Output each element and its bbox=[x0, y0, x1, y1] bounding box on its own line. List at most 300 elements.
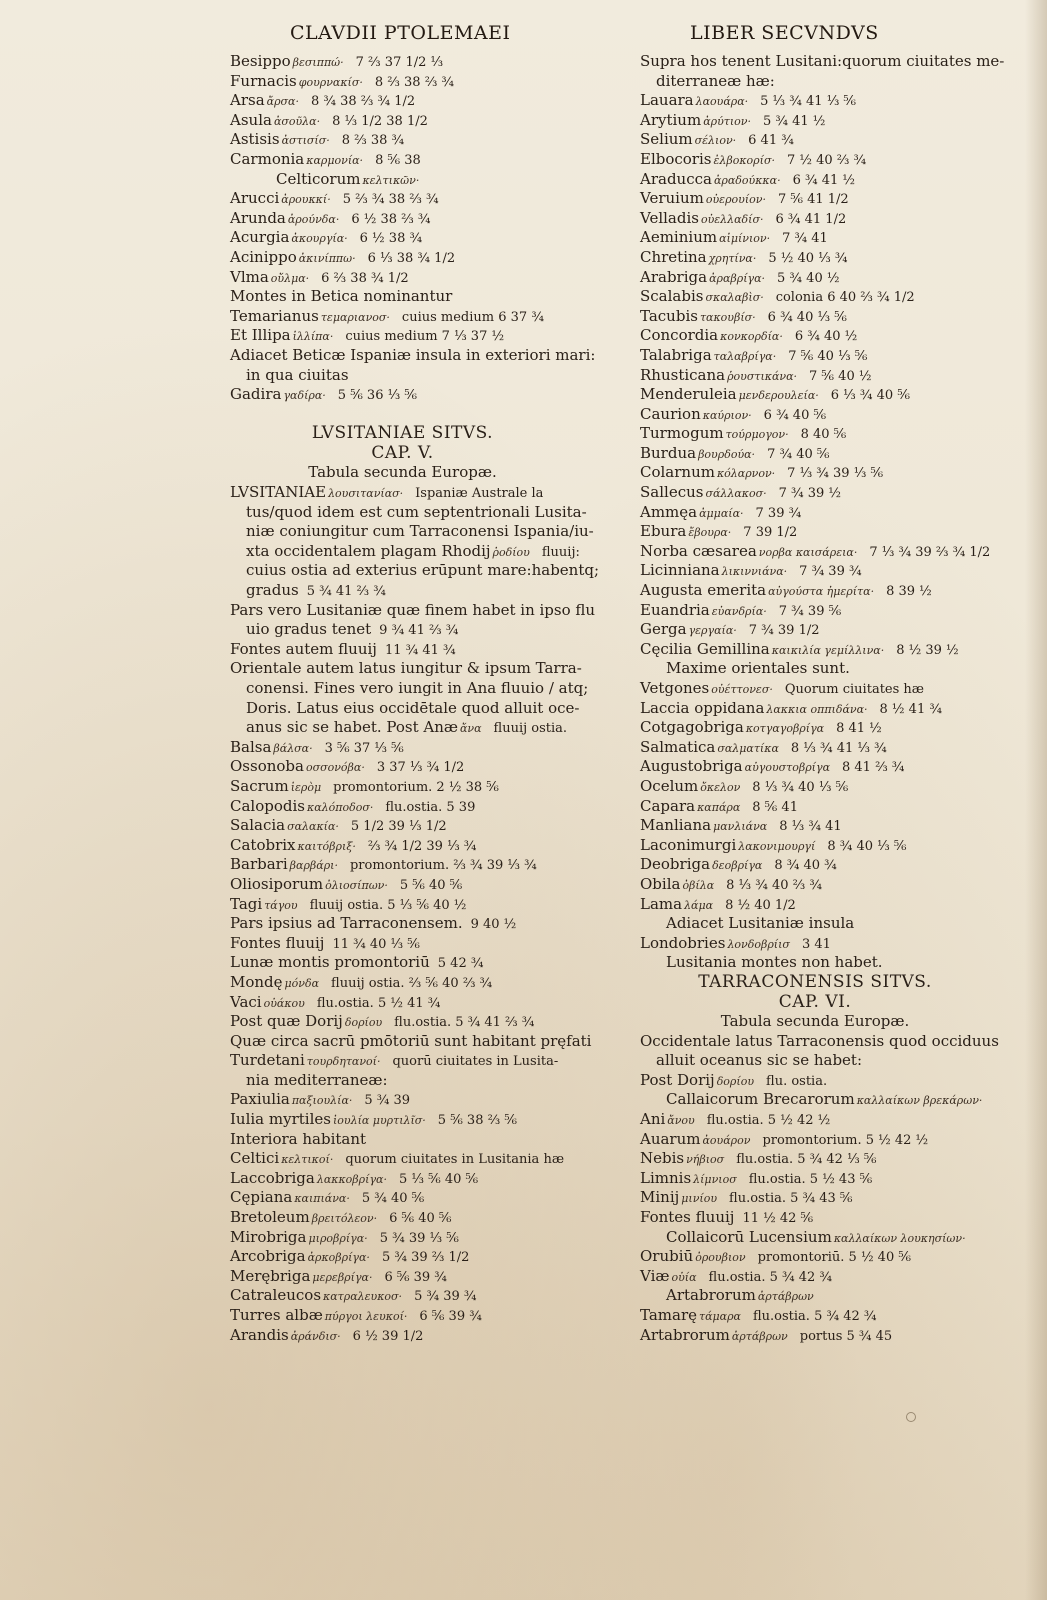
latin-text: Post quæ Dorij bbox=[230, 1012, 343, 1031]
latin-text: Laccobriga bbox=[230, 1168, 315, 1187]
text-line bbox=[640, 307, 990, 327]
text-line bbox=[640, 326, 990, 346]
latin-text: Besippo bbox=[230, 52, 291, 70]
latin-text: Vetgones bbox=[640, 679, 710, 697]
text-line bbox=[640, 463, 990, 483]
latin-text: CAP. V. bbox=[371, 442, 434, 463]
text-line bbox=[230, 91, 575, 111]
greek-text: βρειτόλεον· bbox=[311, 1212, 378, 1226]
text-line bbox=[230, 620, 575, 640]
text-line bbox=[640, 816, 990, 836]
text-line bbox=[230, 189, 575, 209]
text-line bbox=[640, 973, 990, 993]
latin-text: niæ coniungitur cum Tarraconensi Ispania/iu- bbox=[246, 522, 594, 541]
latin-text: Menderuleia bbox=[640, 385, 737, 404]
latin-text: Augusta emerita bbox=[640, 581, 767, 600]
text-line bbox=[230, 502, 587, 523]
coordinates: 3 37 ⅓ ¾ 1/2 bbox=[376, 760, 465, 776]
coordinates: 8 ¾ 38 ⅔ ¾ 1/2 bbox=[311, 94, 416, 110]
greek-text: φουρνακίσ· bbox=[298, 75, 363, 89]
latin-text: Caurion bbox=[640, 404, 701, 423]
latin-text: Licinniana bbox=[640, 561, 720, 580]
right-column bbox=[640, 52, 1005, 1345]
greek-text: ὄκελον bbox=[700, 780, 741, 794]
greek-text: ἰλλίπα· bbox=[292, 330, 334, 344]
coordinates: 6 ⅔ 38 ¾ 1/2 bbox=[321, 270, 409, 286]
coordinates: 5 ⅚ 38 ⅔ ⅚ bbox=[437, 1113, 517, 1129]
latin-text: Fontes fluuij bbox=[230, 933, 325, 952]
coordinates: 8 41 ⅔ ¾ bbox=[842, 760, 905, 776]
text-line bbox=[640, 111, 990, 131]
latin-text: Mirobriga bbox=[230, 1227, 307, 1246]
latin-text: Supra hos tenent Lusitani:quorum ciuitates me- bbox=[640, 52, 1005, 70]
latin-text: Manliana bbox=[640, 816, 712, 835]
text-line bbox=[230, 757, 575, 777]
latin-text: Paxiulia bbox=[230, 1090, 290, 1109]
coordinates: 7 39 ¾ bbox=[755, 505, 802, 521]
latin-text: Veruium bbox=[640, 189, 704, 208]
text-line bbox=[640, 209, 990, 229]
greek-text: τάγου bbox=[264, 898, 298, 912]
greek-text: κατραλευκοσ· bbox=[323, 1290, 403, 1304]
coordinates: fluuij ostia. 5 ⅓ ⅚ 40 ½ bbox=[309, 897, 467, 913]
text-line bbox=[640, 777, 990, 797]
text-line bbox=[640, 170, 990, 190]
coordinates: 8 ⅓ 1/2 38 1/2 bbox=[332, 113, 428, 129]
greek-text: βουρδούα· bbox=[698, 447, 756, 461]
latin-text: Aeminium bbox=[640, 228, 718, 247]
latin-text: Collaicorū Lucensium bbox=[666, 1227, 832, 1246]
latin-text: Catobrix bbox=[230, 835, 296, 854]
text-line bbox=[640, 561, 990, 581]
latin-text: conensi. Fines vero iungit in Ana fluuio / atq; bbox=[246, 679, 589, 697]
greek-text: λουσιτανίασ· bbox=[328, 487, 404, 501]
greek-text: σαλακία· bbox=[287, 820, 339, 834]
coordinates: portus 5 ¾ 45 bbox=[799, 1328, 893, 1344]
latin-text: Laccia oppidana bbox=[640, 698, 765, 717]
latin-text: Euandria bbox=[640, 600, 710, 619]
coordinates: promontorium. 2 ½ 38 ⅚ bbox=[333, 779, 499, 795]
text-line bbox=[230, 1071, 575, 1091]
coordinates: 7 ⅚ 40 ⅓ ⅚ bbox=[788, 348, 868, 364]
text-line bbox=[230, 738, 575, 758]
text-line bbox=[230, 1326, 575, 1346]
latin-text: Ossonoba bbox=[230, 757, 304, 776]
latin-text: Araducca bbox=[640, 169, 712, 188]
latin-text: Astisis bbox=[230, 130, 280, 149]
text-line bbox=[230, 1110, 575, 1130]
text-line bbox=[230, 855, 575, 875]
greek-text: δορίου bbox=[716, 1074, 755, 1088]
text-line bbox=[640, 287, 990, 307]
coordinates: 8 ⅔ 38 ⅔ ¾ bbox=[374, 74, 455, 90]
latin-text: Bretoleum bbox=[230, 1208, 310, 1227]
coordinates: ⅔ ¾ 1/2 39 ⅓ ¾ bbox=[367, 838, 477, 854]
text-line bbox=[640, 248, 990, 268]
latin-text: Maxime orientales sunt. bbox=[666, 659, 850, 678]
text-line bbox=[640, 52, 1005, 72]
latin-text: Carmonia bbox=[230, 149, 305, 168]
latin-text: Arandis bbox=[230, 1325, 289, 1344]
coordinates: 6 ⅚ 39 ¾ bbox=[384, 1269, 447, 1285]
greek-text: γεργαία· bbox=[688, 624, 737, 638]
text-line bbox=[230, 993, 575, 1013]
text-line bbox=[230, 698, 580, 719]
latin-text: Doris. Latus eius occidētale quod alluit oce- bbox=[246, 698, 580, 717]
coordinates: flu.ostia. 5 ¾ 42 ⅓ ⅚ bbox=[736, 1152, 877, 1168]
greek-text: ἄρσα· bbox=[266, 95, 299, 109]
latin-text: Viæ bbox=[640, 1266, 670, 1285]
text-line bbox=[640, 1090, 990, 1110]
coordinates: 8 ⅓ ¾ 41 bbox=[779, 819, 842, 835]
latin-text: Velladis bbox=[640, 208, 699, 227]
coordinates: promontorium. 5 ½ 42 ½ bbox=[762, 1132, 929, 1148]
latin-text: Arunda bbox=[230, 208, 286, 227]
coordinates: 8 ¾ 40 ¾ bbox=[774, 858, 837, 874]
coordinates: 5 ⅚ 40 ⅚ bbox=[399, 877, 463, 893]
greek-text: ἀράνδισ· bbox=[290, 1329, 341, 1343]
coordinates: quorum ciuitates in Lusitania hæ bbox=[345, 1152, 565, 1168]
coordinates: 7 ¾ 39 ½ bbox=[778, 486, 842, 502]
coordinates: 8 ⅔ 38 ¾ bbox=[341, 133, 405, 149]
latin-text: Ammęa bbox=[640, 502, 698, 521]
latin-text: Ebura bbox=[640, 522, 687, 541]
greek-text: κόλαρνον· bbox=[716, 467, 776, 481]
coordinates: flu.ostia. 5 ½ 41 ¾ bbox=[316, 995, 441, 1011]
coordinates: 8 ½ 40 1/2 bbox=[725, 897, 796, 913]
greek-text: τακουβίσ· bbox=[699, 310, 756, 324]
latin-text: Interiora habitant bbox=[230, 1129, 367, 1148]
coordinates: 11 ½ 42 ⅚ bbox=[742, 1211, 814, 1227]
coordinates: flu.ostia. 5 ½ 42 ½ bbox=[706, 1113, 831, 1129]
greek-text: ῥοδίου bbox=[492, 545, 530, 559]
coordinates: 6 ¾ 40 ⅚ bbox=[763, 407, 827, 423]
paper-mark bbox=[906, 1412, 916, 1422]
greek-text: καύριον· bbox=[702, 408, 752, 422]
greek-text: μερεβρίγα· bbox=[312, 1270, 373, 1284]
latin-text: Vlma bbox=[230, 267, 269, 286]
greek-text: ἀραδούκκα· bbox=[713, 173, 781, 187]
coordinates: 7 ¾ 41 bbox=[782, 231, 828, 247]
coordinates: 7 ¾ 39 ¾ bbox=[799, 564, 862, 580]
text-line bbox=[640, 228, 990, 248]
coordinates: 5 ¾ 41 ½ bbox=[762, 113, 826, 129]
text-line bbox=[230, 836, 575, 856]
left-column bbox=[230, 52, 600, 1345]
latin-text: nia mediterraneæ: bbox=[246, 1070, 388, 1089]
latin-text: Montes in Betica nominantur bbox=[230, 287, 453, 306]
text-line bbox=[230, 875, 575, 895]
coordinates: 8 39 ½ bbox=[886, 584, 932, 600]
text-line bbox=[230, 541, 580, 562]
latin-text: alluit oceanus sic se habet: bbox=[656, 1051, 863, 1070]
greek-text: ἀρύτιον· bbox=[703, 114, 751, 128]
latin-text: Fontes autem fluuij bbox=[230, 639, 377, 658]
greek-text: ἀραβρίγα· bbox=[709, 271, 766, 285]
text-line bbox=[640, 718, 990, 738]
greek-text: ὀλιοσίπων· bbox=[325, 878, 388, 892]
greek-text: καικιλία γεμίλλινα· bbox=[771, 643, 885, 657]
coordinates: 8 ⅓ ¾ 40 ⅔ ¾ bbox=[726, 877, 823, 893]
latin-text: Burdua bbox=[640, 443, 697, 462]
latin-text: Limnis bbox=[640, 1168, 692, 1187]
coordinates: 8 ⅚ 41 bbox=[752, 799, 798, 815]
latin-text: Gadira bbox=[230, 385, 282, 404]
greek-text: καπάρα bbox=[697, 800, 741, 814]
coordinates: 7 ¾ 39 ⅚ bbox=[778, 603, 842, 619]
text-line bbox=[640, 934, 990, 954]
text-line bbox=[230, 150, 575, 170]
text-line bbox=[640, 699, 990, 719]
text-line bbox=[640, 1267, 990, 1287]
text-line bbox=[230, 1286, 575, 1306]
text-line bbox=[640, 640, 990, 660]
latin-text: Pars ipsius ad Tarraconensem. bbox=[230, 914, 463, 933]
text-line bbox=[640, 1286, 990, 1306]
latin-text: Cępiana bbox=[230, 1188, 293, 1207]
greek-text: λακονιμουργί bbox=[738, 839, 816, 853]
greek-text: ἄνου bbox=[667, 1114, 695, 1128]
greek-text: σκαλαβὶσ· bbox=[705, 291, 764, 305]
greek-text: ὀβίλα bbox=[682, 878, 715, 892]
greek-text: μινίου bbox=[681, 1192, 718, 1206]
latin-text: diterraneæ hæ: bbox=[656, 71, 775, 90]
latin-text: Arsa bbox=[230, 91, 265, 110]
page-edge bbox=[1025, 0, 1047, 1600]
coordinates: 6 ⅓ ¾ 40 ⅚ bbox=[830, 388, 910, 404]
latin-text: Capara bbox=[640, 796, 696, 815]
text-line bbox=[640, 659, 990, 679]
greek-text: αἰμίνιον· bbox=[719, 232, 771, 246]
latin-text: Deobriga bbox=[640, 855, 711, 874]
text-line bbox=[640, 581, 990, 601]
coordinates: 7 ⅚ 41 1/2 bbox=[777, 192, 849, 208]
latin-text: Obila bbox=[640, 874, 681, 893]
coordinates: 5 ¾ 41 ⅔ ¾ bbox=[306, 584, 386, 600]
coordinates: 7 ⅓ ¾ 39 ⅓ ⅚ bbox=[787, 466, 884, 482]
latin-text: Salacia bbox=[230, 816, 286, 835]
text-line bbox=[230, 248, 575, 268]
latin-text: LVSITANIAE bbox=[230, 483, 327, 502]
latin-text: Lusitania montes non habet. bbox=[666, 953, 883, 972]
coordinates: 7 ¾ 40 ⅚ bbox=[767, 446, 830, 462]
text-line bbox=[230, 561, 600, 581]
coordinates: 7 ¾ 39 1/2 bbox=[748, 623, 820, 639]
coordinates: 6 ¾ 40 ½ bbox=[794, 329, 858, 345]
latin-text: Celticorum bbox=[276, 169, 361, 188]
text-line bbox=[640, 503, 990, 523]
text-line bbox=[640, 993, 990, 1013]
coordinates: 6 ½ 38 ⅔ ¾ bbox=[351, 211, 431, 227]
coordinates: promontoriū. 5 ½ 40 ⅚ bbox=[757, 1250, 911, 1266]
greek-text: ἀκινίππω· bbox=[298, 251, 356, 265]
latin-text: Lunæ montis promontoriū bbox=[230, 953, 430, 972]
latin-text: cuius ostia ad exterius erūpunt mare:habentq; bbox=[246, 561, 600, 580]
text-line bbox=[640, 130, 990, 150]
text-line bbox=[230, 287, 575, 307]
greek-text: ἀσοῦλα· bbox=[273, 114, 321, 128]
latin-text: gradus bbox=[246, 581, 299, 600]
latin-text: Gerga bbox=[640, 620, 687, 639]
text-line bbox=[640, 366, 990, 386]
greek-text: βαρβάρι· bbox=[289, 859, 338, 873]
latin-text: Arucci bbox=[230, 189, 280, 208]
greek-text: ταλαβρίγα· bbox=[713, 349, 777, 363]
coordinates: 5 ⅓ ¾ 41 ⅓ ⅚ bbox=[760, 94, 857, 110]
text-line bbox=[640, 91, 990, 111]
coordinates: 7 39 1/2 bbox=[743, 525, 798, 541]
text-line bbox=[230, 659, 582, 679]
coordinates: 11 ¾ 40 ⅓ ⅚ bbox=[332, 936, 420, 952]
latin-text: Londobries bbox=[640, 933, 726, 952]
running-head-left: CLAVDII PTOLEMAEI bbox=[290, 22, 511, 44]
latin-text: Adiacet Beticæ Ispaniæ insula in exteriori mari: bbox=[230, 345, 596, 364]
greek-text: λίμνιοσ bbox=[693, 1172, 737, 1186]
text-line bbox=[230, 366, 575, 386]
text-line bbox=[640, 1188, 990, 1208]
latin-text: Turmogum bbox=[640, 424, 724, 443]
coordinates: promontorium. ⅔ ¾ 39 ⅓ ¾ bbox=[349, 858, 537, 874]
text-line bbox=[230, 444, 575, 464]
text-line bbox=[640, 1051, 990, 1071]
greek-text: σέλιον· bbox=[694, 134, 737, 148]
greek-text: νήβιοσ bbox=[686, 1153, 725, 1167]
text-line bbox=[230, 934, 575, 954]
latin-text: Vaci bbox=[230, 992, 262, 1011]
latin-text: Talabriga bbox=[640, 345, 712, 364]
greek-text: καρμονία· bbox=[306, 153, 364, 167]
coordinates: 8 ½ 41 ¾ bbox=[879, 701, 942, 717]
text-line bbox=[230, 1247, 575, 1267]
text-line bbox=[640, 385, 990, 405]
latin-text: Colarnum bbox=[640, 463, 715, 482]
greek-text: ὀρουβιον bbox=[695, 1251, 746, 1265]
text-line bbox=[640, 914, 990, 934]
coordinates: 8 ⅚ 38 bbox=[375, 152, 421, 168]
latin-text: Artabrorum bbox=[640, 1325, 730, 1344]
text-line bbox=[230, 424, 575, 444]
greek-text: νορβα καισάρεια· bbox=[758, 545, 858, 559]
coordinates: 5 ⅓ ⅚ 40 ⅚ bbox=[398, 1171, 479, 1187]
text-line bbox=[230, 1267, 575, 1287]
greek-text: καιπιάνα· bbox=[294, 1192, 350, 1206]
latin-text: Tamarę bbox=[640, 1306, 697, 1324]
text-line bbox=[230, 209, 575, 229]
coordinates: flu.ostia. 5 ¾ 43 ⅚ bbox=[729, 1191, 853, 1207]
running-head-right: LIBER SECVNDVS bbox=[690, 22, 879, 44]
text-line bbox=[640, 875, 990, 895]
coordinates: 7 ⅓ ¾ 39 ⅔ ¾ 1/2 bbox=[869, 544, 991, 560]
text-line bbox=[640, 1306, 990, 1326]
latin-text: Celtici bbox=[230, 1149, 280, 1168]
coordinates: 5 ¾ 39 bbox=[364, 1093, 411, 1109]
greek-text: κοτγαγοβρίγα bbox=[745, 722, 825, 736]
greek-text: οὐέττονεσ· bbox=[711, 683, 773, 696]
latin-text: Arabriga bbox=[640, 267, 708, 286]
text-line bbox=[640, 1012, 990, 1032]
latin-text: Acinippo bbox=[230, 247, 297, 266]
greek-text: αὐγούστα ἠμερίτα· bbox=[768, 585, 875, 599]
coordinates: 8 40 ⅚ bbox=[800, 427, 847, 443]
coordinates: 6 ¾ 41 1/2 bbox=[775, 211, 847, 227]
latin-text: Calopodis bbox=[230, 796, 305, 815]
greek-text: οὐερουίον· bbox=[705, 193, 766, 207]
latin-text: Lauara bbox=[640, 91, 694, 110]
greek-text: λακκοβρίγα· bbox=[316, 1172, 387, 1186]
coordinates: 6 ⅓ 38 ¾ 1/2 bbox=[367, 250, 456, 266]
greek-text: ῥουστικάνα· bbox=[727, 369, 798, 383]
latin-text: Nebis bbox=[640, 1149, 685, 1168]
latin-text: Augustobriga bbox=[640, 757, 743, 776]
text-line bbox=[230, 52, 575, 72]
greek-text: ἐλβοκορίσ· bbox=[713, 153, 775, 167]
text-line bbox=[640, 268, 990, 288]
latin-text: Sacrum bbox=[230, 776, 289, 795]
coordinates: 5 42 ¾ bbox=[437, 956, 484, 972]
text-line bbox=[640, 1031, 999, 1052]
coordinates: 6 ½ 38 ¾ bbox=[359, 231, 423, 247]
text-line bbox=[640, 542, 990, 562]
latin-text: Et Illipa bbox=[230, 326, 291, 345]
latin-text: Tabula secunda Europæ. bbox=[720, 1012, 910, 1031]
greek-text: εὐανδρία· bbox=[711, 604, 767, 618]
latin-text: Turdetani bbox=[230, 1051, 305, 1070]
text-line bbox=[230, 130, 575, 150]
coordinates: 8 ¾ 40 ⅓ ⅚ bbox=[827, 838, 907, 854]
coordinates: 3 41 bbox=[801, 936, 831, 952]
coordinates: flu.ostia. 5 ¾ 42 ¾ bbox=[753, 1309, 877, 1324]
latin-text: Fontes fluuij bbox=[640, 1208, 735, 1227]
latin-text: Tagi bbox=[230, 894, 263, 913]
greek-text: πύργοι λευκοί· bbox=[324, 1310, 408, 1323]
greek-text: κελτικοί· bbox=[281, 1153, 334, 1167]
latin-text: uio gradus tenet bbox=[246, 620, 372, 639]
coordinates: 8 41 ½ bbox=[836, 721, 882, 737]
greek-text: ἀστισίσ· bbox=[281, 134, 330, 148]
greek-text: καλόποδοσ· bbox=[306, 800, 374, 814]
text-line bbox=[640, 346, 990, 366]
text-line bbox=[230, 483, 575, 503]
latin-text: Mondę bbox=[230, 972, 283, 991]
latin-text: xta occidentalem plagam Rhodij bbox=[246, 541, 491, 560]
greek-text: χρητίνα· bbox=[708, 251, 757, 265]
coordinates: flu.ostia. 5 ½ 43 ⅚ bbox=[748, 1171, 873, 1187]
latin-text: Occidentale latus Tarraconensis quod occiduus bbox=[640, 1031, 999, 1050]
greek-text: ἀρτάβρων bbox=[757, 1290, 814, 1304]
latin-text: Acurgia bbox=[230, 228, 290, 247]
coordinates: 5 ¾ 40 ½ bbox=[777, 270, 840, 286]
text-line bbox=[230, 797, 575, 817]
greek-text: ἀμμαία· bbox=[699, 506, 744, 520]
latin-text: anus sic se habet. Post Anæ bbox=[246, 718, 458, 737]
latin-text: Selium bbox=[640, 130, 693, 149]
text-line bbox=[640, 1130, 990, 1150]
text-line bbox=[230, 72, 575, 92]
text-line bbox=[640, 424, 990, 444]
coordinates: 9 40 ½ bbox=[470, 917, 517, 933]
coordinates: colonia 6 40 ⅔ ¾ 1/2 bbox=[775, 290, 915, 306]
text-line bbox=[640, 953, 990, 973]
latin-text: Callaicorum Brecarorum bbox=[666, 1090, 855, 1109]
coordinates: 5 ⅔ ¾ 38 ⅔ ¾ bbox=[342, 192, 439, 208]
greek-text: λαουάρα· bbox=[695, 95, 749, 109]
latin-text: Concordia bbox=[640, 326, 719, 345]
greek-text: τουρδητανοί· bbox=[306, 1055, 381, 1069]
greek-text: παξιουλία· bbox=[291, 1094, 353, 1108]
coordinates: flu. ostia. bbox=[766, 1073, 828, 1089]
greek-text: τούρμογον· bbox=[725, 428, 789, 442]
greek-text: οὐία bbox=[671, 1270, 697, 1284]
